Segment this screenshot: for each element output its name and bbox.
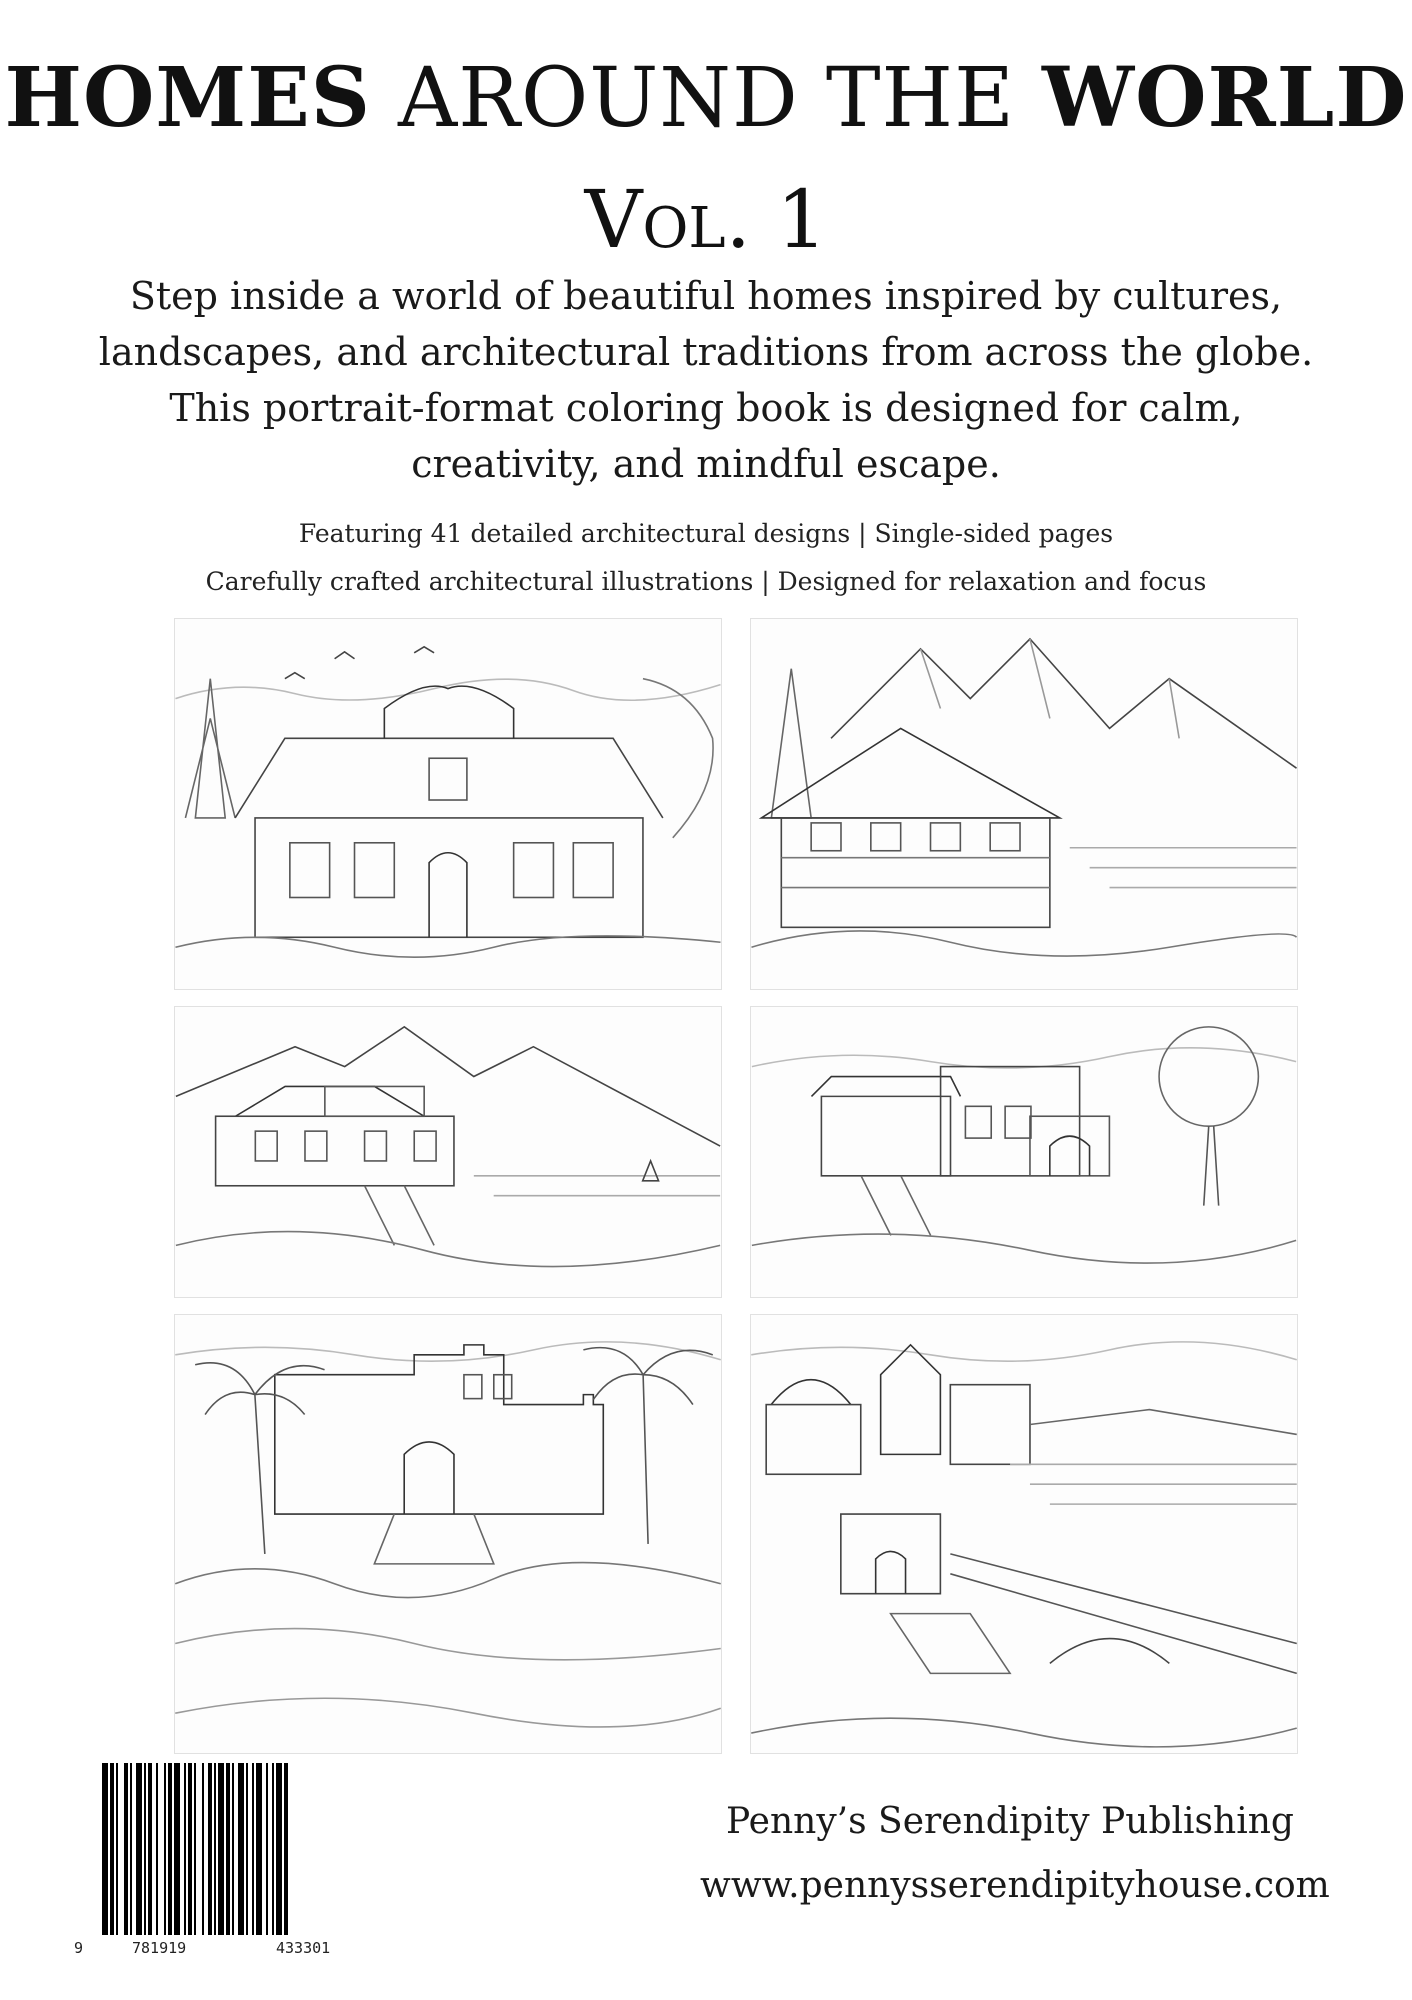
- description-line: This portrait-format coloring book is designed for calm,: [169, 386, 1243, 430]
- isbn-barcode: [40, 1755, 420, 1960]
- book-title: [0, 48, 1412, 149]
- publisher-name: Penny’s Serendipity Publishing: [726, 1801, 1294, 1842]
- barcode-digits: [40, 1755, 420, 1960]
- barcode-group-1: 781919: [132, 1939, 187, 1957]
- barcode-group-2: 433301: [276, 1939, 331, 1957]
- description-line: creativity, and mindful escape.: [411, 442, 1001, 486]
- features-list: [0, 510, 1412, 606]
- description-line: landscapes, and architectural traditions from across the globe.: [98, 330, 1314, 374]
- illustration-chalet: [750, 618, 1298, 990]
- feature-line: Carefully crafted architectural illustrations | Designed for relaxation and focus: [205, 567, 1207, 596]
- feature-line: Featuring 41 detailed architectural designs | Single-sided pages: [298, 519, 1114, 548]
- barcode-digit-first: 9: [74, 1939, 84, 1957]
- illustration-grid: [174, 618, 1298, 1754]
- publisher-website[interactable]: www.pennysserendipityhouse.com: [700, 1865, 1330, 1906]
- description-line: Step inside a world of beautiful homes inspired by cultures,: [129, 274, 1283, 318]
- title-homes: HOMES: [4, 50, 371, 146]
- title-around-the: AROUND THE: [398, 51, 1015, 146]
- illustration-fortress: [174, 1314, 722, 1754]
- title-world: WORLD: [1042, 50, 1408, 146]
- publisher-block: [700, 1790, 1330, 1918]
- book-description: [90, 268, 1322, 492]
- illustration-coastal-village: [750, 1314, 1298, 1754]
- illustration-hacienda: [750, 1006, 1298, 1298]
- illustration-cottage: [174, 618, 722, 990]
- volume-label: Vol. 1: [584, 173, 828, 266]
- illustration-villa: [174, 1006, 722, 1298]
